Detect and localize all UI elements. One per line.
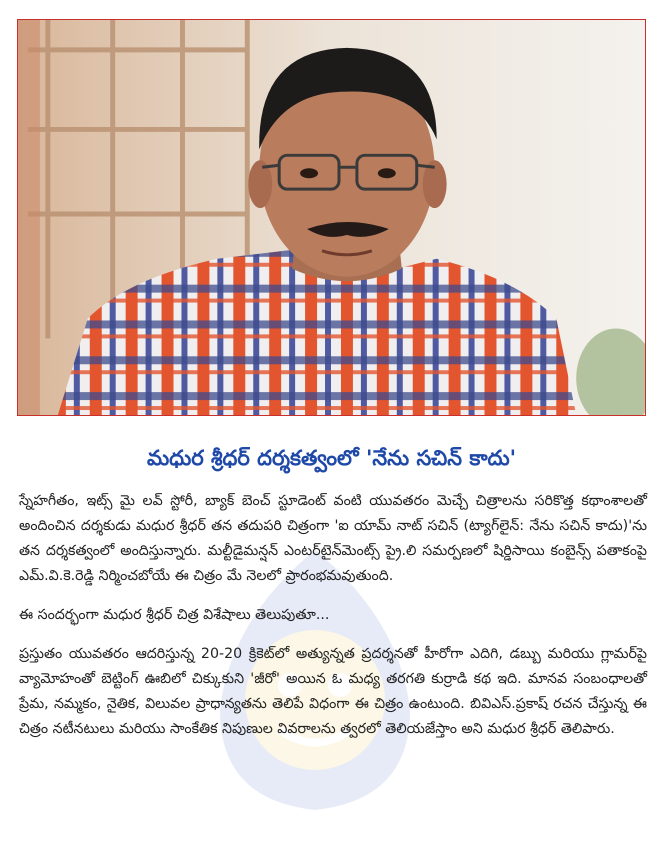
article-headline: మధుర శ్రీధర్ దర్శకత్వంలో 'నేను సచిన్ కాదు'	[146, 446, 517, 470]
article-body	[19, 489, 647, 756]
article-paragraph: ఈ సందర్భంగా మధుర శ్రీధర్ చిత్ర విశేషాలు తెలుపుతూ...	[19, 607, 330, 623]
article-paragraph: స్నేహగీతం, ఇట్స్ మై లవ్ స్టోరీ, బ్యాక్ బెంచ్ స్టూడెంట్ వంటి యువతరం మెచ్చే చిత్రాలను సరికొత్త కథాంశాలతో అందించిన దర్శకుడు మధుర శ్రీధర్ తన తదుపరి చిత్రంగా 'ఐ యామ్ నాట్ సచిన్ (ట్యాగ్‌లైన్: నేను సచిన్ కాదు)'ను తన దర్శకత్వంలో అందిస్తున్నారు. మల్టీడైమన్షన్ ఎంటర్‌టైన్‌మెంట్స్ ప్రై.లి సమర్పణలో షిర్డిసాయి కంబైన్స్ పతాకంపై ఎమ్.వి.కె.రెడ్డి నిర్మించబోయే ఈ చిత్రం మే నెలలో ప్రారంభమవుతుంది.	[19, 493, 647, 584]
article-photo	[17, 19, 646, 416]
article-paragraph: ప్రస్తుతం యువతరం ఆదరిస్తున్న 20-20 క్రికెట్‌లో అత్యున్నత ప్రదర్శనతో హీరోగా ఎదిగి, డబ్బు మరియు గ్లామర్‌పై వ్యామోహంతో బెట్టింగ్ ఊబిలో చిక్కుకుని 'జీరో' అయిన ఓ మధ్య తరగతి కుర్రాడి కథ ఇది. మానవ సంబంధాలతో ప్రేమ, నమ్మకం, నైతిక, విలువల ప్రాధాన్యతను తెలిపే విధంగా ఈ చిత్రం ఉంటుంది. బివిఎస్.ప్రకాష్ రచన చేస్తున్న ఈ చిత్రం నటీనటులు మరియు సాంకేతిక నిపుణుల వివరాలను త్వరలో తెలియజేస్తాం అని మధుర శ్రీధర్ తెలిపారు.	[19, 646, 647, 737]
portrait-photo	[18, 20, 645, 415]
